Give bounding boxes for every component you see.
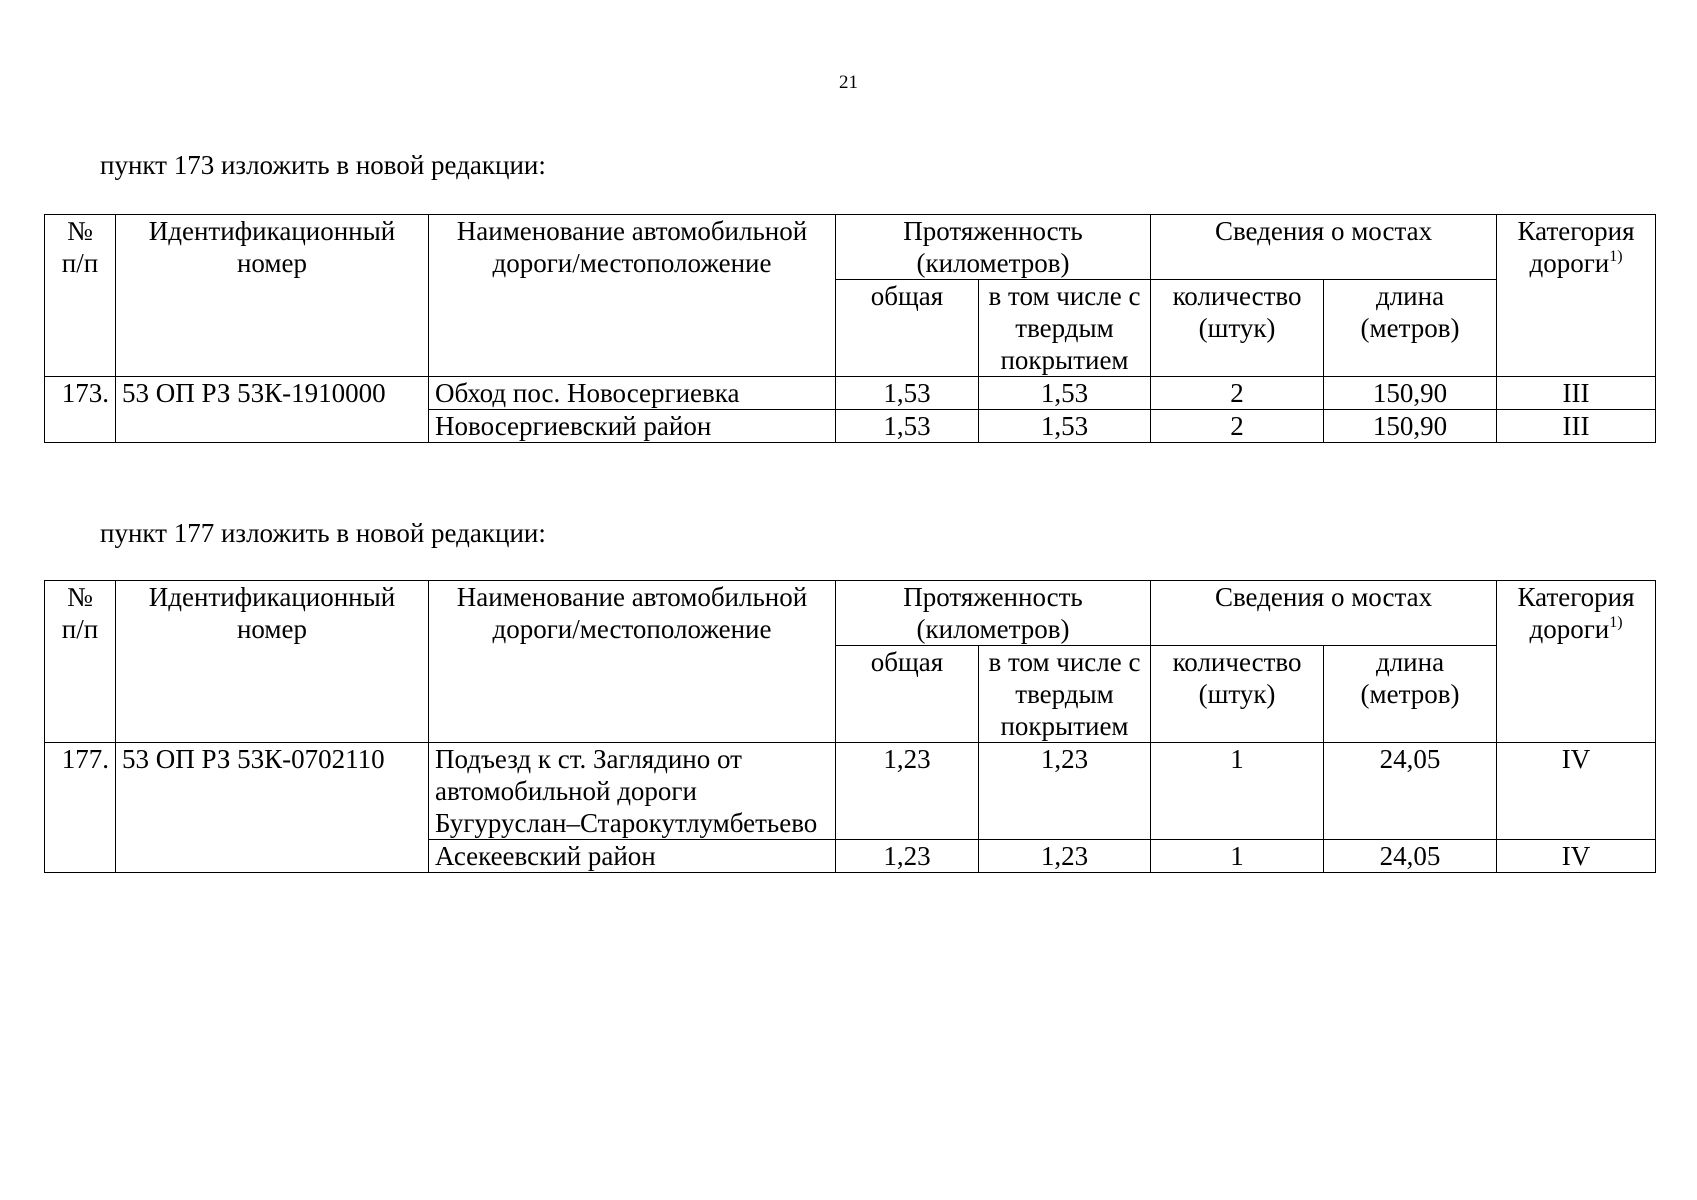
bridges-length: 24,05 <box>1324 840 1497 873</box>
header-length-total: общая <box>836 646 979 743</box>
table-row <box>45 743 1656 840</box>
roads-table <box>44 580 1656 873</box>
header-length-hard: в том числе с твердым покрытием <box>979 646 1151 743</box>
road-category: III <box>1497 410 1656 443</box>
header-category-label: Категория дороги <box>1517 216 1635 278</box>
bridges-length: 150,90 <box>1324 377 1497 410</box>
road-category: IV <box>1497 743 1656 840</box>
length-hard: 1,23 <box>979 840 1151 873</box>
length-total: 1,53 <box>836 410 979 443</box>
header-category <box>1497 215 1656 377</box>
bridges-count: 1 <box>1151 743 1324 840</box>
row-num: 177. <box>45 743 116 873</box>
road-district: Асекеевский район <box>429 840 836 873</box>
length-total: 1,53 <box>836 377 979 410</box>
length-hard: 1,53 <box>979 410 1151 443</box>
row-id: 53 ОП РЗ 53К-1910000 <box>116 377 429 443</box>
bridges-count: 1 <box>1151 840 1324 873</box>
header-category-note: 1) <box>1609 614 1623 631</box>
bridges-count: 2 <box>1151 377 1324 410</box>
length-total: 1,23 <box>836 743 979 840</box>
header-name: Наименование автомобильной дороги/местоположение <box>429 215 836 377</box>
header-id: Идентификационный номер <box>116 581 429 743</box>
header-bridges-count: количество (штук) <box>1151 280 1324 377</box>
section-heading: пункт 177 изложить в новой редакции: <box>100 518 546 548</box>
header-length-group: Протяженность (километров) <box>836 215 1151 280</box>
length-hard: 1,23 <box>979 743 1151 840</box>
header-category-note: 1) <box>1609 248 1623 265</box>
header-bridges-count: количество (штук) <box>1151 646 1324 743</box>
header-bridges-group: Сведения о мостах <box>1151 581 1497 646</box>
header-id: Идентификационный номер <box>116 215 429 377</box>
roads-table <box>44 214 1656 443</box>
row-num: 173. <box>45 377 116 443</box>
header-name: Наименование автомобильной дороги/местоположение <box>429 581 836 743</box>
length-total: 1,23 <box>836 840 979 873</box>
length-hard: 1,53 <box>979 377 1151 410</box>
road-name: Подъезд к ст. Заглядино от автомобильной дороги Бугуруслан–Старокутлумбетьево <box>429 743 836 840</box>
row-id: 53 ОП РЗ 53К-0702110 <box>116 743 429 873</box>
section-heading: пункт 173 изложить в новой редакции: <box>100 150 546 180</box>
header-bridges-length: длина (метров) <box>1324 280 1497 377</box>
header-length-group: Протяженность (километров) <box>836 581 1151 646</box>
page-number: 21 <box>839 72 858 93</box>
header-num: № п/п <box>45 581 116 743</box>
header-length-hard: в том числе с твердым покрытием <box>979 280 1151 377</box>
header-bridges-group: Сведения о мостах <box>1151 215 1497 280</box>
road-name: Обход пос. Новосергиевка <box>429 377 836 410</box>
header-num: № п/п <box>45 215 116 377</box>
header-bridges-length: длина (метров) <box>1324 646 1497 743</box>
road-district: Новосергиевский район <box>429 410 836 443</box>
bridges-count: 2 <box>1151 410 1324 443</box>
table-row <box>45 377 1656 410</box>
road-category: IV <box>1497 840 1656 873</box>
header-category-label: Категория дороги <box>1517 582 1635 644</box>
bridges-length: 24,05 <box>1324 743 1497 840</box>
road-category: III <box>1497 377 1656 410</box>
header-length-total: общая <box>836 280 979 377</box>
header-category <box>1497 581 1656 743</box>
bridges-length: 150,90 <box>1324 410 1497 443</box>
